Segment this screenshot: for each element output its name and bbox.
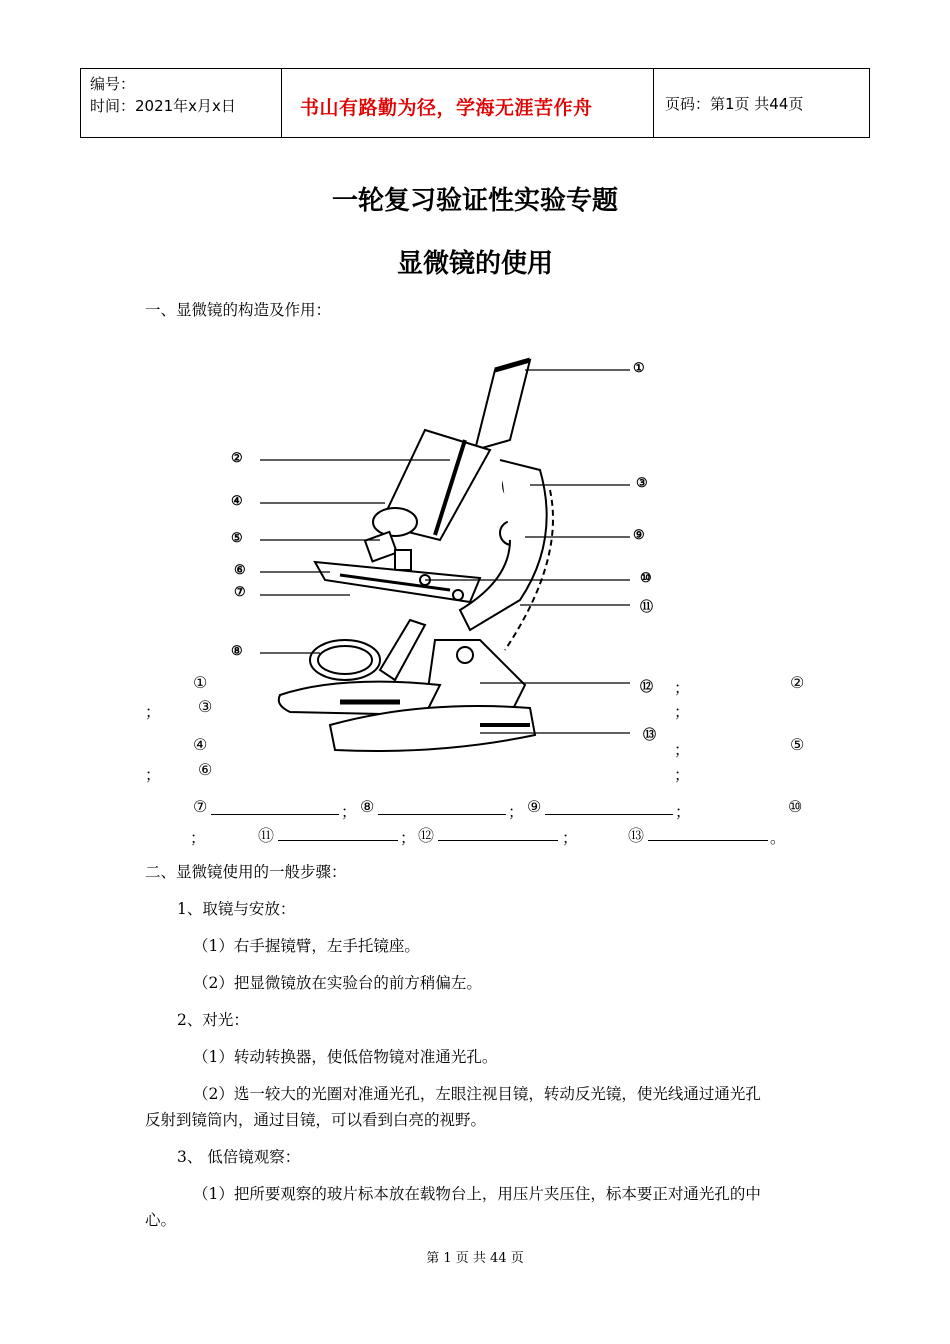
step-line: （2）选一较大的光圈对准通光孔，左眼注视目镜，转动反光镜，使光线通过通光孔 <box>193 1085 761 1103</box>
fill-row3-label-8: ⑧ <box>360 797 375 816</box>
microscope-diagram <box>140 340 840 760</box>
fill-row4-sep-b: ； <box>562 829 578 847</box>
answer-blank-9[interactable] <box>545 800 673 815</box>
diagram-label-11: ⑪ <box>640 600 654 615</box>
fill-row2-label-4: ④ <box>193 735 208 754</box>
fill-row1-sep: ； <box>674 679 690 697</box>
fill-row1-label-1: ① <box>193 673 208 692</box>
header-divider <box>653 69 654 137</box>
step-line: （2）把显微镜放在实验台的前方稍偏左。 <box>193 974 482 992</box>
fill-row1-label-3: ③ <box>198 697 213 716</box>
step-line: （1）右手握镜臂，左手托镜座。 <box>193 937 420 955</box>
fill-row2-label-5: ⑤ <box>790 735 805 754</box>
header-page-info: 页码：第1页 共44页 <box>665 95 804 113</box>
step-line: （1）把所要观察的玻片标本放在载物台上，用压片夹压住，标本要正对通光孔的中 <box>193 1185 761 1203</box>
fill-row4-sep-start: ； <box>190 829 206 847</box>
diagram-label-9: ⑨ <box>633 528 645 543</box>
diagram-label-3: ③ <box>636 476 648 491</box>
fill-row2-sep: ； <box>674 703 690 721</box>
diagram-label-10: ⑩ <box>640 571 652 586</box>
diagram-label-7: ⑦ <box>234 585 246 600</box>
fill-row2-sep2: ； <box>674 741 690 759</box>
step-line: 3、 低倍镜观察： <box>177 1148 301 1166</box>
answer-blank-13[interactable] <box>648 826 768 841</box>
answer-blank-8[interactable] <box>378 800 506 815</box>
answer-blank-12[interactable] <box>438 826 558 841</box>
fill-row2-sep3: ； <box>145 766 161 784</box>
diagram-label-8: ⑧ <box>231 644 243 659</box>
page-footer: 第 1 页 共 44 页 <box>426 1251 524 1266</box>
header-divider <box>869 69 870 137</box>
fill-row4-label-11: ⑪ <box>258 826 275 845</box>
fill-row3-sep-a: ； <box>341 803 357 821</box>
answer-blank-11[interactable] <box>278 826 398 841</box>
fill-row1-sep2: ； <box>145 703 161 721</box>
fill-row1-label-2: ② <box>790 673 805 692</box>
section-heading-steps: 二、显微镜使用的一般步骤： <box>145 863 347 881</box>
fill-row2-label-6: ⑥ <box>198 760 213 779</box>
step-line: 2、对光： <box>177 1011 249 1029</box>
header-time: 时间：2021年x月x日 <box>90 97 236 115</box>
fill-row3-label-9: ⑨ <box>527 797 542 816</box>
header-divider <box>80 69 81 137</box>
header-number: 编号： <box>90 75 136 93</box>
diagram-label-5: ⑤ <box>231 531 243 546</box>
answer-blank-7[interactable] <box>211 800 339 815</box>
step-line: 心。 <box>145 1211 177 1229</box>
document-header <box>80 68 870 138</box>
step-line: 反射到镜筒内，通过目镜，可以看到白亮的视野。 <box>145 1111 487 1129</box>
step-line: 1、取镜与安放： <box>177 900 296 918</box>
fill-row4-end: 。 <box>770 829 786 847</box>
diagram-label-6: ⑥ <box>234 563 246 578</box>
fill-row4-label-13: ⑬ <box>628 826 645 845</box>
fill-row3-label-7: ⑦ <box>193 797 208 816</box>
fill-row4-label-12: ⑫ <box>418 826 435 845</box>
fill-row4-sep-a: ； <box>400 829 416 847</box>
page-title: 一轮复习验证性实验专题 <box>331 186 618 216</box>
header-motto: 书山有路勤为径，学海无涯苦作舟 <box>300 97 593 119</box>
fill-row3-label-10: ⑩ <box>788 797 803 816</box>
fill-row3-sep-c: ； <box>675 803 691 821</box>
fill-row2-sep4: ； <box>674 766 690 784</box>
page-subtitle: 显微镜的使用 <box>396 249 553 279</box>
header-meta <box>90 73 236 117</box>
step-line: （1）转动转换器，使低倍物镜对准通光孔。 <box>193 1048 498 1066</box>
header-divider <box>281 69 282 137</box>
fill-row3-sep-b: ； <box>508 803 524 821</box>
diagram-label-12: ⑫ <box>640 680 654 695</box>
diagram-label-1: ① <box>633 361 645 376</box>
diagram-label-4: ④ <box>231 494 243 509</box>
section-heading-structure: 一、显微镜的构造及作用： <box>145 301 332 319</box>
diagram-label-13: ⑬ <box>643 728 657 743</box>
diagram-label-2: ② <box>231 451 243 466</box>
